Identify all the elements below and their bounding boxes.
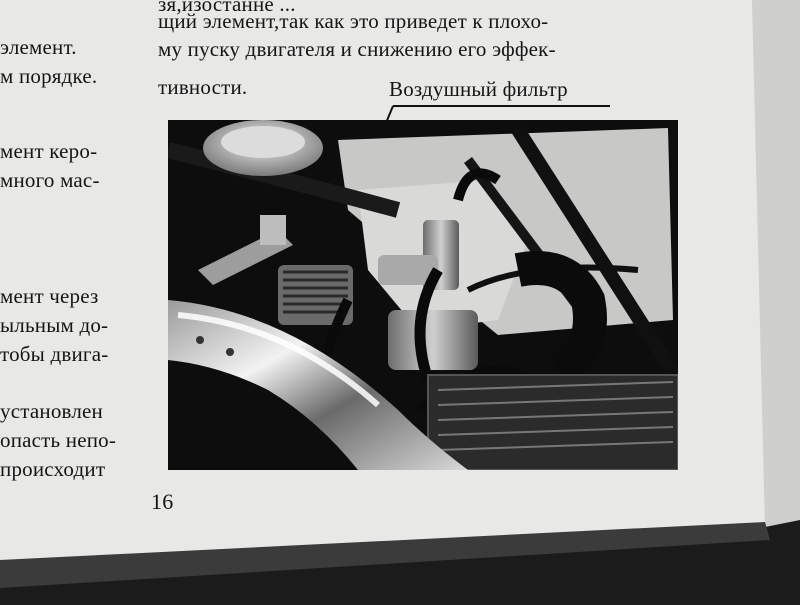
top-text-line: му пуску двигателя и снижению его эффек- <box>158 37 556 61</box>
left-text-line: м порядке. <box>0 64 98 88</box>
engine-photo <box>168 120 678 470</box>
left-text-line: происходит <box>0 457 106 481</box>
top-text-line: тивности. <box>158 75 248 99</box>
engine-photo-svg <box>168 120 678 470</box>
left-text-line: ыльным до- <box>0 313 109 337</box>
figure-caption: Воздушный фильтр <box>389 77 568 101</box>
left-text-line: мент керо- <box>0 139 98 163</box>
left-text-line: установлен <box>0 399 103 423</box>
top-text-line: щий элемент,так как это приведет к плохо- <box>158 9 549 33</box>
left-text-line: опасть непо- <box>0 428 117 452</box>
left-text-line: тобы двига- <box>0 342 109 366</box>
left-text-line: много мас- <box>0 168 100 192</box>
left-text-line: мент через <box>0 284 99 308</box>
page-number: 16 <box>151 489 174 514</box>
top-text-line: зя,изостанне ... <box>158 0 296 16</box>
left-text-line: элемент. <box>0 35 77 59</box>
